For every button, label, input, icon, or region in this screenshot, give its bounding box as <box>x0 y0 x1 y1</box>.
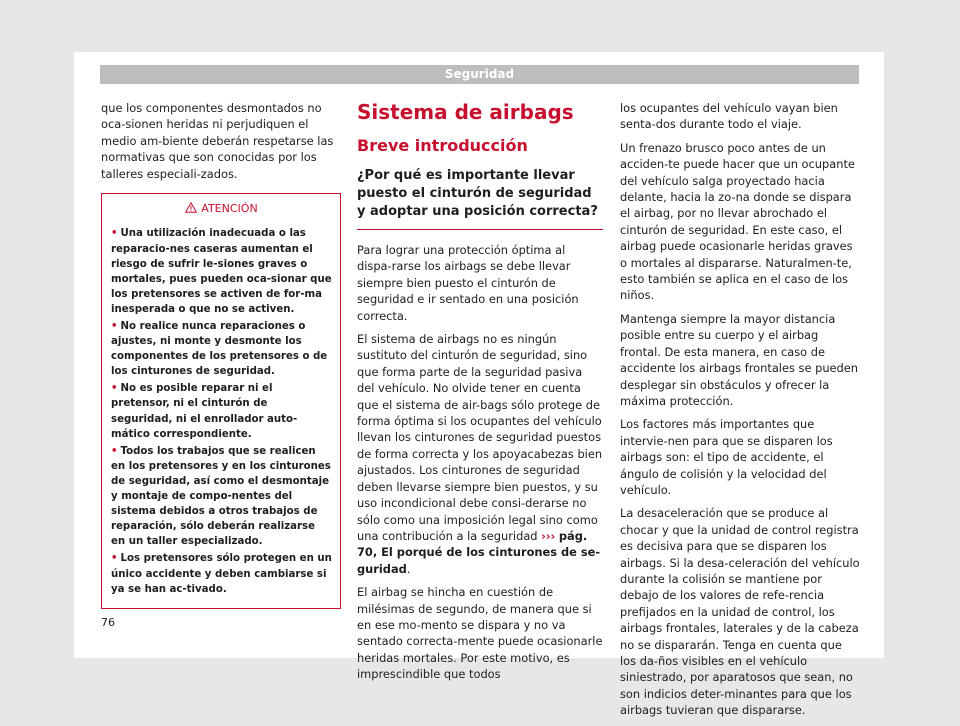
warning-item: • No realice nunca reparaciones o ajustes, ni monte y desmonte los componentes de los pretensores o de los cinturones de seguridad. <box>111 321 328 378</box>
page-reference-link[interactable]: pág. 70, El porqué de los cinturones de se-guridad <box>357 528 601 576</box>
bullet-icon: • <box>111 445 118 457</box>
warning-triangle-icon <box>185 202 197 218</box>
left-column <box>101 100 341 609</box>
bullet-icon: • <box>111 321 118 332</box>
right-column <box>620 100 860 726</box>
section-header: Seguridad <box>100 65 859 84</box>
warning-box <box>101 193 341 609</box>
question-heading: ¿Por qué es importante llevar puesto el cinturón de seguridad y adoptar una posición correcta? <box>357 167 603 230</box>
section-title: Sistema de airbags <box>357 100 574 124</box>
reference-arrow-icon: ››› <box>541 528 556 543</box>
warning-item: • No es posible reparar ni el pretensor, ni el cinturón de seguridad, ni el enrollador auto-mático correspondiente. <box>111 383 298 440</box>
paragraph: Mantenga siempre la mayor distancia posible entre su cuerpo y el airbag frontal. De esta manera, en caso de accidente los airbags frontales se pueden desplegar sin obstáculos y ofrecer la máxima protección. <box>620 311 859 408</box>
paragraph: los ocupantes del vehículo vayan bien senta-dos durante todo el viaje. <box>620 101 838 132</box>
paragraph: Para lograr una protección óptima al dispa-rarse los airbags se debe llevar siempre bien puesto el cinturón de seguridad e ir sentado en una posición correcta. <box>357 243 579 323</box>
paragraph: La desaceleración que se produce al chocar y que la unidad de control registra es decisiva para que se disparen los airbags. Si la desa-celeración del vehículo durante la colisión se mantiene por debajo de los valores de refe-rencia prefijados en la unidad de control, los airbags frontales, laterales y de la cabeza no se dispararán. Tenga en cuenta que los da-ños visibles en el vehículo siniestrado, por aparatosos que sean, no son indicios deter-minantes para que los airbags tuvieran que dispararse. <box>620 506 860 718</box>
paragraph: Un frenazo brusco poco antes de un acciden-te puede hacer que un ocupante del vehículo salga proyectado hacia delante, hacia la zo-na donde se dispara el airbag, por no llevar abrochado el cinturón de seguridad. En este caso, el airbag puede ocasionarle heridas graves o mortales al dispararse. Naturalmen-te, esto también se aplica en el caso de los niños. <box>620 140 855 303</box>
warning-list <box>111 226 332 596</box>
bullet-icon: • <box>111 553 118 565</box>
warning-item: • Los pretensores sólo protegen en un único accidente y deben cambiarse si ya se han ac-tivado. <box>111 553 332 595</box>
warning-item: • Todos los trabajos que se realicen en los pretensores y en los cinturones de seguridad, así como el desmontaje y montaje de compo-nentes del sistema debidos a otros trabajos de reparación, sólo deberán realizarse en un taller especializado. <box>111 445 331 548</box>
middle-column <box>357 100 603 690</box>
warning-item: • Una utilización inadecuada o las reparacio-nes caseras aumentan el riesgo de sufrir le-siones graves o mortales, pues pueden oca-sionar que los pretensores se activen de for-ma inesperada o que no se activen. <box>111 228 332 315</box>
paragraph: El sistema de airbags no es ningún sustituto del cinturón de seguridad, sino que forma parte de la seguridad pasiva del vehículo. No olvide tener en cuenta que el sistema de air-bags sólo protege de forma óptima si los ocupantes del vehículo llevan los cinturones de seguridad puestos de forma correcta y los apoyacabezas bien ajustados. Los cinturones de seguridad deben llevarse siempre bien puestos, y su uso incondicional debe consi-derarse no sólo como una imposición legal sino como una contribución a la seguridad ››› pág. 70, El porqué de los cinturones de se-guridad. <box>357 332 603 576</box>
paragraph: Los factores más importantes que intervie-nen para que se disparen los airbags son: el tipo de accidente, el ángulo de colisión y la velocidad del vehículo. <box>620 417 833 497</box>
paragraph: El airbag se hincha en cuestión de milésimas de segundo, de manera que si en ese mo-mento se dispara y no va sentado correcta-mente puede ocasionarle heridas mortales. Por este motivo, es imprescindible que todos <box>357 585 603 682</box>
subsection-title: Breve introducción <box>357 136 528 155</box>
warning-header <box>111 201 332 218</box>
bullet-icon: • <box>111 228 118 240</box>
bullet-icon: • <box>111 383 118 395</box>
page-number: 76 <box>101 616 115 629</box>
intro-paragraph: que los componentes desmontados no oca-sionen heridas ni perjudiquen el medio am-biente deberán respetarse las normativas que son conocidas por los talleres especiali-zados. <box>101 101 334 181</box>
warning-title: ATENCIÓN <box>201 202 258 216</box>
